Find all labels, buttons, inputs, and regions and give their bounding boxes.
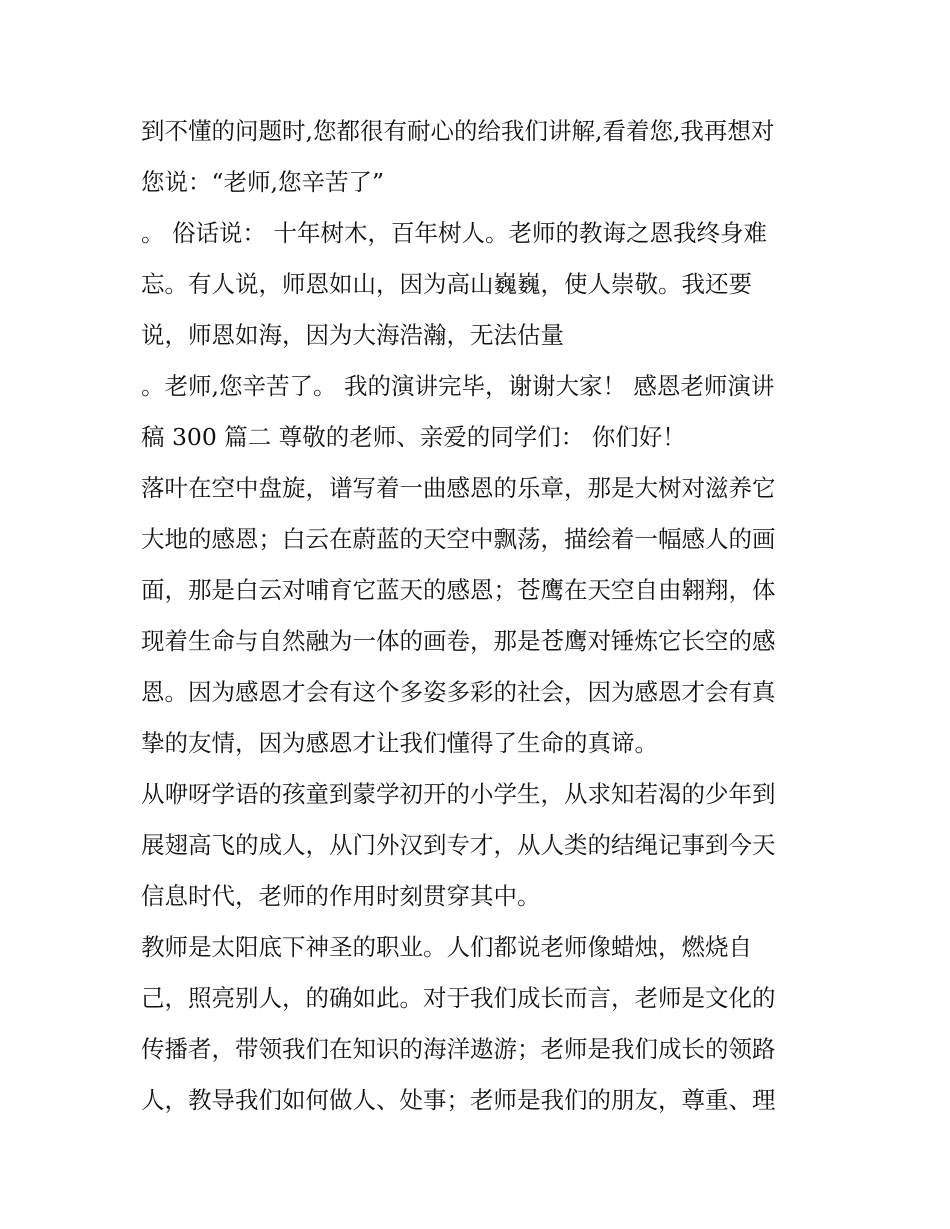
text-line: 人，教导我们如何做人、处事；老师是我们的朋友，尊重、理 xyxy=(141,1086,776,1114)
text-line: 。 俗话说： 十年树木，百年树人。老师的教诲之恩我终身难 xyxy=(141,219,767,247)
text-line: 从咿呀学语的孩童到蒙学初开的小学生，从求知若渴的少年到 xyxy=(141,780,776,808)
text-line: 信息时代，老师的作用时刻贯穿其中。 xyxy=(141,882,541,910)
text-line: 说，师恩如海，因为大海浩瀚，无法估量 xyxy=(141,321,564,349)
text-line: 面，那是白云对哺育它蓝天的感恩；苍鹰在天空自由翱翔，体 xyxy=(141,576,776,604)
text-line: 您说：“老师,您辛苦了” xyxy=(141,168,384,196)
text-line: 落叶在空中盘旋，谱写着一曲感恩的乐章，那是大树对滋养它 xyxy=(141,474,776,502)
text-line: 教师是太阳底下神圣的职业。人们都说老师像蜡烛，燃烧自 xyxy=(141,933,752,961)
text-line: 稿 300 篇二 尊敬的老师、亲爱的同学们： 你们好！ xyxy=(141,423,686,451)
text-line: 到不懂的问题时,您都很有耐心的给我们讲解,看着您,我再想对 xyxy=(141,117,775,145)
text-line: 挚的友情，因为感恩才让我们懂得了生命的真谛。 xyxy=(141,729,658,757)
text-line: 大地的感恩；白云在蔚蓝的天空中飘荡，描绘着一幅感人的画 xyxy=(141,525,776,553)
text-line: 展翅高飞的成人，从门外汉到专才，从人类的结绳记事到今天 xyxy=(141,831,776,859)
text-line: 传播者，带领我们在知识的海洋遨游；老师是我们成长的领路 xyxy=(141,1035,776,1063)
text-line: 忘。有人说，师恩如山，因为高山巍巍，使人崇敬。我还要 xyxy=(141,270,752,298)
text-line: 己，照亮别人，的确如此。对于我们成长而言，老师是文化的 xyxy=(141,984,776,1012)
text-line: 现着生命与自然融为一体的画卷，那是苍鹰对锤炼它长空的感 xyxy=(141,627,776,655)
text-line: 。老师,您辛苦了。 我的演讲完毕，谢谢大家！ 感恩老师演讲 xyxy=(141,372,775,400)
text-line: 恩。因为感恩才会有这个多姿多彩的社会，因为感恩才会有真 xyxy=(141,678,776,706)
body-text xyxy=(141,106,821,1126)
